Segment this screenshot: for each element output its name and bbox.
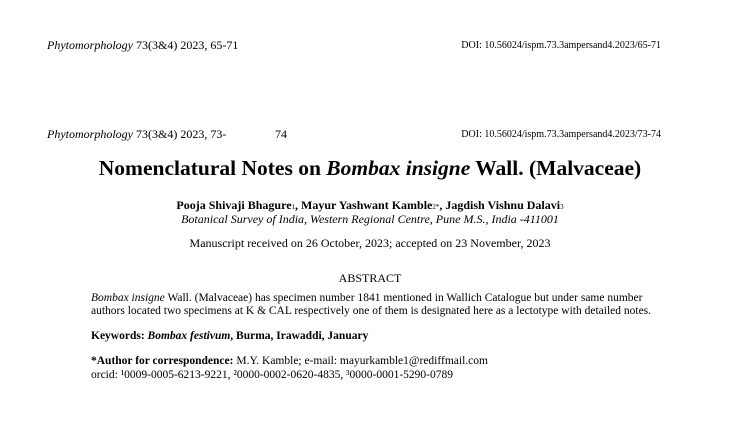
author-affiliation-mark: 1 [291,203,296,211]
author-name: Mayur Yashwant Kamble [301,198,433,212]
keyword-species: Bombax festivum [147,330,231,342]
citation: 73(3&4) 2023, 65-71 [133,38,239,52]
author-affiliation-mark: 3 [560,203,564,211]
author-name: Jagdish Vishnu Dalavi [445,198,561,212]
author-separator: , [295,198,302,212]
abstract-line-1 [91,292,643,304]
keywords [91,330,368,342]
paper-title [0,156,740,181]
title-part: Wall. (Malvaceae) [470,156,642,180]
abstract-species: Bombax insigne [91,292,165,304]
author-name: Pooja Shivaji Bhagure [176,198,292,212]
received-dates: Manuscript received on 26 October, 2023; accepted on 23 November, 2023 [189,236,551,250]
keywords-rest: , Burma, Irawaddi, January [230,330,369,342]
abstract-heading: ABSTRACT [338,271,402,285]
doi-header-1: DOI: 10.56024/ispm.73.3ampersand4.2023/65-71 [461,40,661,51]
page-end: 74 [275,127,287,141]
doi-header-2: DOI: 10.56024/ispm.73.3ampersand4.2023/73-74 [461,129,661,140]
correspondence-text: M.Y. Kamble; e-mail: mayurkamble1@rediffmail.com [233,355,488,367]
abstract-line-2: authors located two specimens at K & CAL respectively one of them is designated here as a lectotype with detailed notes. [91,305,652,317]
abstract-text: Wall. (Malvaceae) has specimen number 1841 mentioned in Wallich Catalogue but under same number [164,292,643,304]
journal-name: Phytomorphology [47,127,133,141]
orcid-line: orcid: ¹0009-0005-6213-9221, ²0000-0002-0620-4835, ³0000-0001-5290-0789 [91,369,454,381]
citation: 73(3&4) 2023, 73- [133,127,227,141]
running-header-1 [47,38,238,53]
title-part: Nomenclatural Notes on [98,156,327,180]
running-header-2 [47,127,226,142]
title-species: Bombax insigne [326,156,471,180]
journal-name: Phytomorphology [47,38,133,52]
author-separator: , [439,198,446,212]
author-list [0,198,740,213]
keywords-label: Keywords: [91,330,148,342]
correspondence [91,355,488,367]
correspondence-label: *Author for correspondence: [91,355,234,367]
author-affiliation-mark: 2* [432,203,440,211]
affiliation: Botanical Survey of India, Western Regional Centre, Pune M.S., India -411001 [181,212,559,226]
